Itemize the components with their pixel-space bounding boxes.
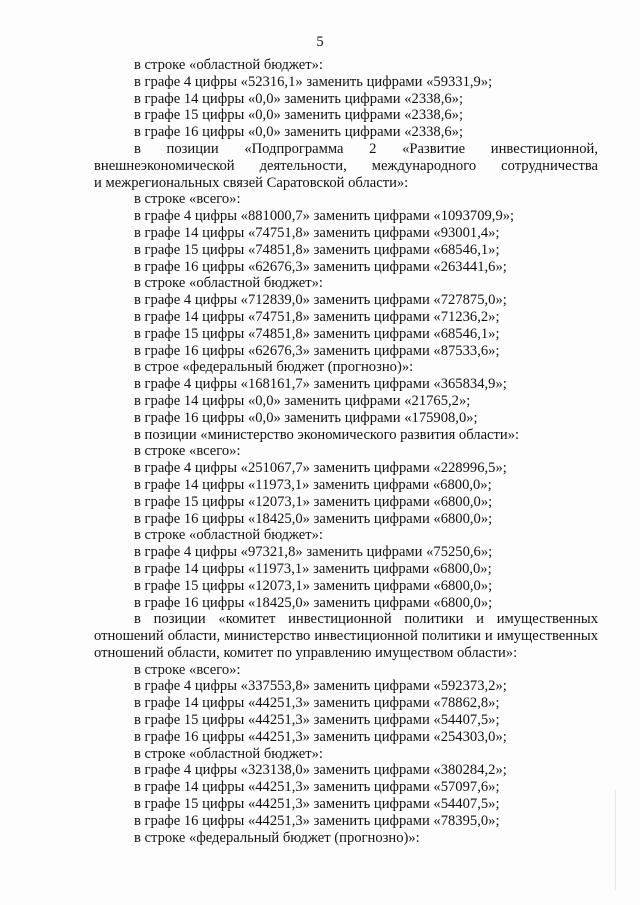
text-line: в графе 4 цифры «337553,8» заменить цифрами «592373,2»; <box>134 678 507 695</box>
text-line: в графе 4 цифры «168161,7» заменить цифрами «365834,9»; <box>134 376 507 393</box>
text-line: в графе 16 цифры «0,0» заменить цифрами «2338,6»; <box>134 124 464 141</box>
text-line: в строке «федеральный бюджет (прогнозно)»: <box>134 829 420 846</box>
text-line: в строке «областной бюджет»: <box>134 57 323 73</box>
text-line: в строке «всего»: <box>134 661 241 678</box>
text-line: в графе 4 цифры «323138,0» заменить цифрами «380284,2»; <box>134 762 507 779</box>
text-line: в графе 16 цифры «18425,0» заменить цифрами «6800,0»; <box>134 510 493 527</box>
text-line: в строке «всего»: <box>134 191 241 208</box>
text-line: в графе 16 цифры «62676,3» заменить цифрами «87533,6»; <box>134 342 500 359</box>
text-line: в строе «федеральный бюджет (прогнозно)»: <box>134 359 414 376</box>
paragraph-line: и межрегиональных связей Саратовской области»: <box>94 174 409 191</box>
text-line: в графе 4 цифры «97321,8» заменить цифрами «75250,6»; <box>134 544 493 561</box>
text-line: в графе 14 цифры «44251,3» заменить цифрами «78862,8»; <box>134 695 500 712</box>
text-line: в строке «областной бюджет»: <box>134 275 323 292</box>
text-line: в графе 15 цифры «0,0» заменить цифрами «2338,6»; <box>134 107 464 124</box>
text-line: в строке «областной бюджет»: <box>134 745 323 762</box>
text-line: в графе 15 цифры «12073,1» заменить цифрами «6800,0»; <box>134 577 493 594</box>
text-line: в графе 15 цифры «44251,3» заменить цифрами «54407,5»; <box>134 796 500 813</box>
text-line: в позиции «министерство экономического развития области»: <box>134 426 520 443</box>
scan-edge-mark <box>615 790 616 890</box>
paragraph-line: в позиции «Подпрограмма 2 «Развитие инвестиционной, <box>134 140 598 157</box>
text-line: в графе 16 цифры «62676,3» заменить цифрами «263441,6»; <box>134 258 507 275</box>
paragraph-subprogram-2 <box>94 141 598 191</box>
text-line: в графе 14 цифры «0,0» заменить цифрами «2338,6»; <box>134 90 464 107</box>
text-line: в графе 14 цифры «74751,8» заменить цифрами «71236,2»; <box>134 308 500 325</box>
text-line: в графе 4 цифры «712839,0» заменить цифрами «727875,0»; <box>134 292 507 309</box>
text-line: в графе 15 цифры «44251,3» заменить цифрами «54407,5»; <box>134 712 500 729</box>
paragraph-line: отношений области, министерство инвестиционной политики и имущественных <box>94 628 598 645</box>
document-body <box>94 57 598 846</box>
text-line: в графе 14 цифры «74751,8» заменить цифрами «93001,4»; <box>134 224 500 241</box>
text-line: в графе 14 цифры «11973,1» заменить цифрами «6800,0»; <box>134 560 492 577</box>
text-line: в графе 4 цифры «881000,7» заменить цифрами «1093709,9»; <box>134 208 515 225</box>
text-line: в графе 14 цифры «44251,3» заменить цифрами «57097,6»; <box>134 779 500 796</box>
text-line: в графе 14 цифры «0,0» заменить цифрами «21765,2»; <box>134 392 471 409</box>
text-line: в графе 14 цифры «11973,1» заменить цифрами «6800,0»; <box>134 476 492 493</box>
text-line: в графе 15 цифры «12073,1» заменить цифрами «6800,0»; <box>134 493 493 510</box>
text-line: в графе 16 цифры «0,0» заменить цифрами «175908,0»; <box>134 409 478 426</box>
text-line: в строке «всего»: <box>134 443 241 460</box>
text-line: в строке «областной бюджет»: <box>134 527 323 544</box>
text-line: в графе 16 цифры «44251,3» заменить цифрами «78395,0»; <box>134 812 500 829</box>
paragraph-line: отношений области, комитет по управлению имуществом области»: <box>94 644 518 661</box>
page-number: 5 <box>316 34 324 50</box>
paragraph-line: внешнеэкономической деятельности, международного сотрудничества <box>94 157 598 174</box>
paragraph-investment-committee <box>94 611 598 661</box>
text-line: в графе 16 цифры «44251,3» заменить цифрами «254303,0»; <box>134 728 507 745</box>
text-line: в графе 16 цифры «18425,0» заменить цифрами «6800,0»; <box>134 594 493 611</box>
text-line: в графе 15 цифры «74851,8» заменить цифрами «68546,1»; <box>134 241 500 258</box>
text-line: в графе 15 цифры «74851,8» заменить цифрами «68546,1»; <box>134 325 500 342</box>
text-line: в графе 4 цифры «52316,1» заменить цифрами «59331,9»; <box>134 73 493 90</box>
text-line: в графе 4 цифры «251067,7» заменить цифрами «228996,5»; <box>134 460 507 477</box>
paragraph-line: в позиции «комитет инвестиционной политики и имущественных <box>134 611 598 628</box>
